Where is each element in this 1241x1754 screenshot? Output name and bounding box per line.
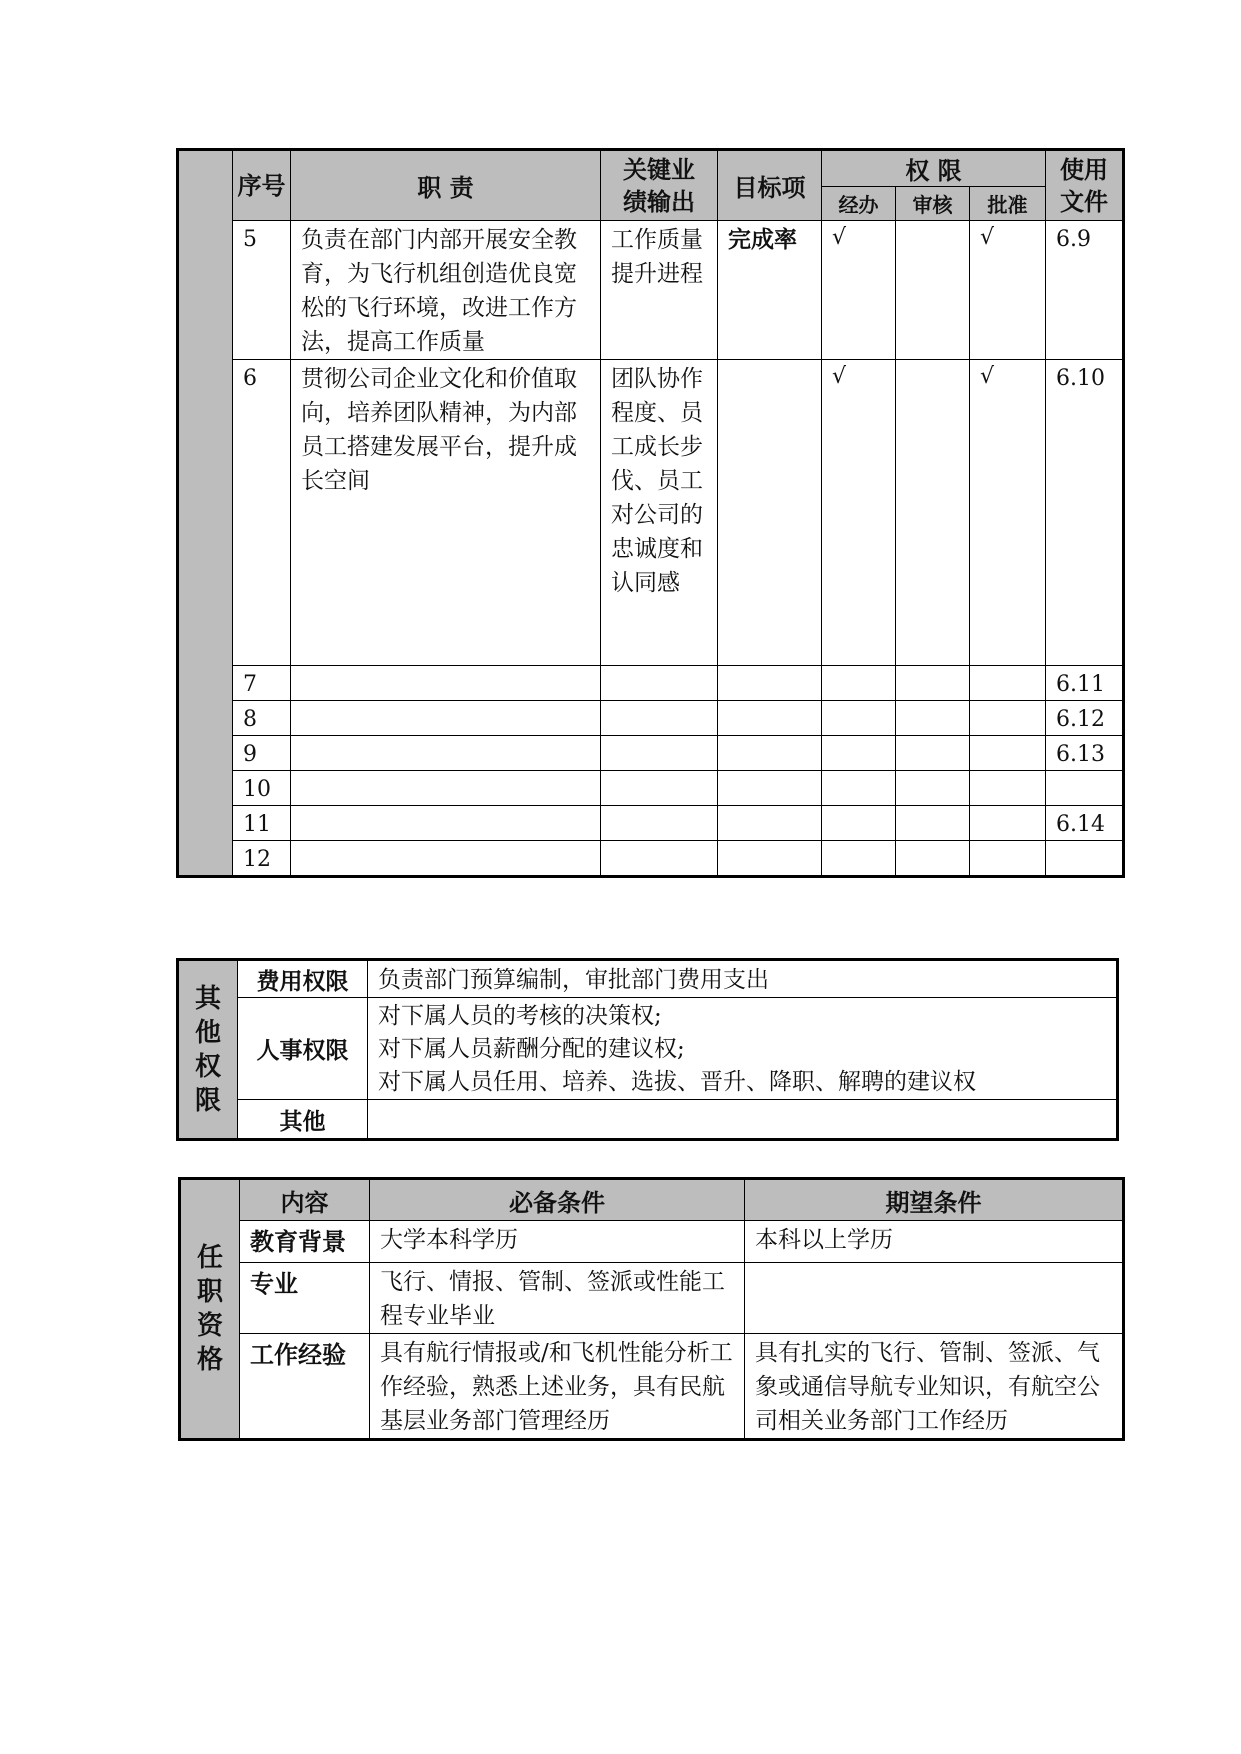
table-row	[178, 736, 1124, 771]
row-handle: √	[822, 221, 896, 360]
row-seq: 10	[233, 771, 291, 806]
row-review	[896, 360, 970, 666]
table-row	[178, 221, 1124, 360]
row-handle: √	[822, 360, 896, 666]
left-gray-column	[178, 150, 233, 877]
row-review	[896, 221, 970, 360]
other-text	[368, 1100, 1118, 1140]
header-target: 目标项	[718, 150, 822, 221]
row-doc: 6.12	[1046, 701, 1124, 736]
hr-label: 人事权限	[238, 998, 368, 1100]
qualifications-section-label: 任职资格	[180, 1179, 240, 1440]
qualification-required: 大学本科学历	[370, 1221, 745, 1263]
qualification-required: 具有航行情报或/和飞机性能分析工作经验，熟悉上述业务，具有民航基层业务部门管理经历	[370, 1334, 745, 1440]
row-seq: 12	[233, 841, 291, 877]
row-seq: 6	[233, 360, 291, 666]
qualification-label: 专业	[240, 1263, 370, 1334]
other-authority-section-label: 其他权限	[178, 960, 238, 1140]
table-row	[178, 841, 1124, 877]
table-row	[180, 1221, 1124, 1263]
header-expected: 期望条件	[745, 1179, 1124, 1221]
qualification-required: 飞行、情报、管制、签派或性能工程专业毕业	[370, 1263, 745, 1334]
header-approve: 批准	[970, 187, 1046, 221]
qualification-expected	[745, 1263, 1124, 1334]
qualifications-table	[178, 1177, 1125, 1441]
row-seq: 9	[233, 736, 291, 771]
row-seq: 8	[233, 701, 291, 736]
row-seq: 7	[233, 666, 291, 701]
hr-line: 对下属人员任用、培养、选拔、晋升、降职、解聘的建议权	[378, 1069, 976, 1095]
hr-line: 对下属人员的考核的决策权;	[378, 1003, 662, 1029]
header-seq: 序号	[233, 150, 291, 221]
row-kpi: 工作质量提升进程	[601, 221, 718, 360]
row-doc: 6.14	[1046, 806, 1124, 841]
row-doc	[1046, 841, 1124, 877]
header-review: 审核	[896, 187, 970, 221]
header-kpi: 关键业绩输出	[601, 150, 718, 221]
header-docs: 使用文件	[1046, 150, 1124, 221]
table-row	[178, 666, 1124, 701]
other-authority-table	[176, 958, 1119, 1141]
row-approve: √	[970, 360, 1046, 666]
row-doc: 6.13	[1046, 736, 1124, 771]
row-duty: 负责在部门内部开展安全教育，为飞行机组创造优良宽松的飞行环境，改进工作方法，提高工作质量	[291, 221, 601, 360]
table-row	[178, 806, 1124, 841]
table-row	[180, 1263, 1124, 1334]
table-row	[178, 771, 1124, 806]
header-authority: 权 限	[822, 150, 1046, 187]
qualification-expected: 本科以上学历	[745, 1221, 1124, 1263]
table-row	[178, 360, 1124, 666]
header-content: 内容	[240, 1179, 370, 1221]
row-target: 完成率	[718, 221, 822, 360]
qualification-expected: 具有扎实的飞行、管制、签派、气象或通信导航专业知识，有航空公司相关业务部门工作经历	[745, 1334, 1124, 1440]
header-required: 必备条件	[370, 1179, 745, 1221]
row-approve: √	[970, 221, 1046, 360]
row-doc: 6.10	[1046, 360, 1124, 666]
expense-label: 费用权限	[238, 960, 368, 998]
row-doc	[1046, 771, 1124, 806]
row-doc: 6.9	[1046, 221, 1124, 360]
duties-table	[176, 148, 1125, 878]
row-doc: 6.11	[1046, 666, 1124, 701]
hr-line: 对下属人员薪酬分配的建议权;	[378, 1036, 685, 1062]
row-seq: 11	[233, 806, 291, 841]
other-label: 其他	[238, 1100, 368, 1140]
header-handle: 经办	[822, 187, 896, 221]
table-row	[180, 1334, 1124, 1440]
qualification-label: 教育背景	[240, 1221, 370, 1263]
row-seq: 5	[233, 221, 291, 360]
header-duty: 职 责	[291, 150, 601, 221]
row-target	[718, 360, 822, 666]
qualification-label: 工作经验	[240, 1334, 370, 1440]
row-kpi: 团队协作程度、员工成长步伐、员工对公司的忠诚度和认同感	[601, 360, 718, 666]
table-row	[178, 701, 1124, 736]
hr-text	[368, 998, 1118, 1100]
expense-text: 负责部门预算编制，审批部门费用支出	[368, 960, 1118, 998]
row-duty: 贯彻公司企业文化和价值取向，培养团队精神，为内部员工搭建发展平台，提升成长空间	[291, 360, 601, 666]
